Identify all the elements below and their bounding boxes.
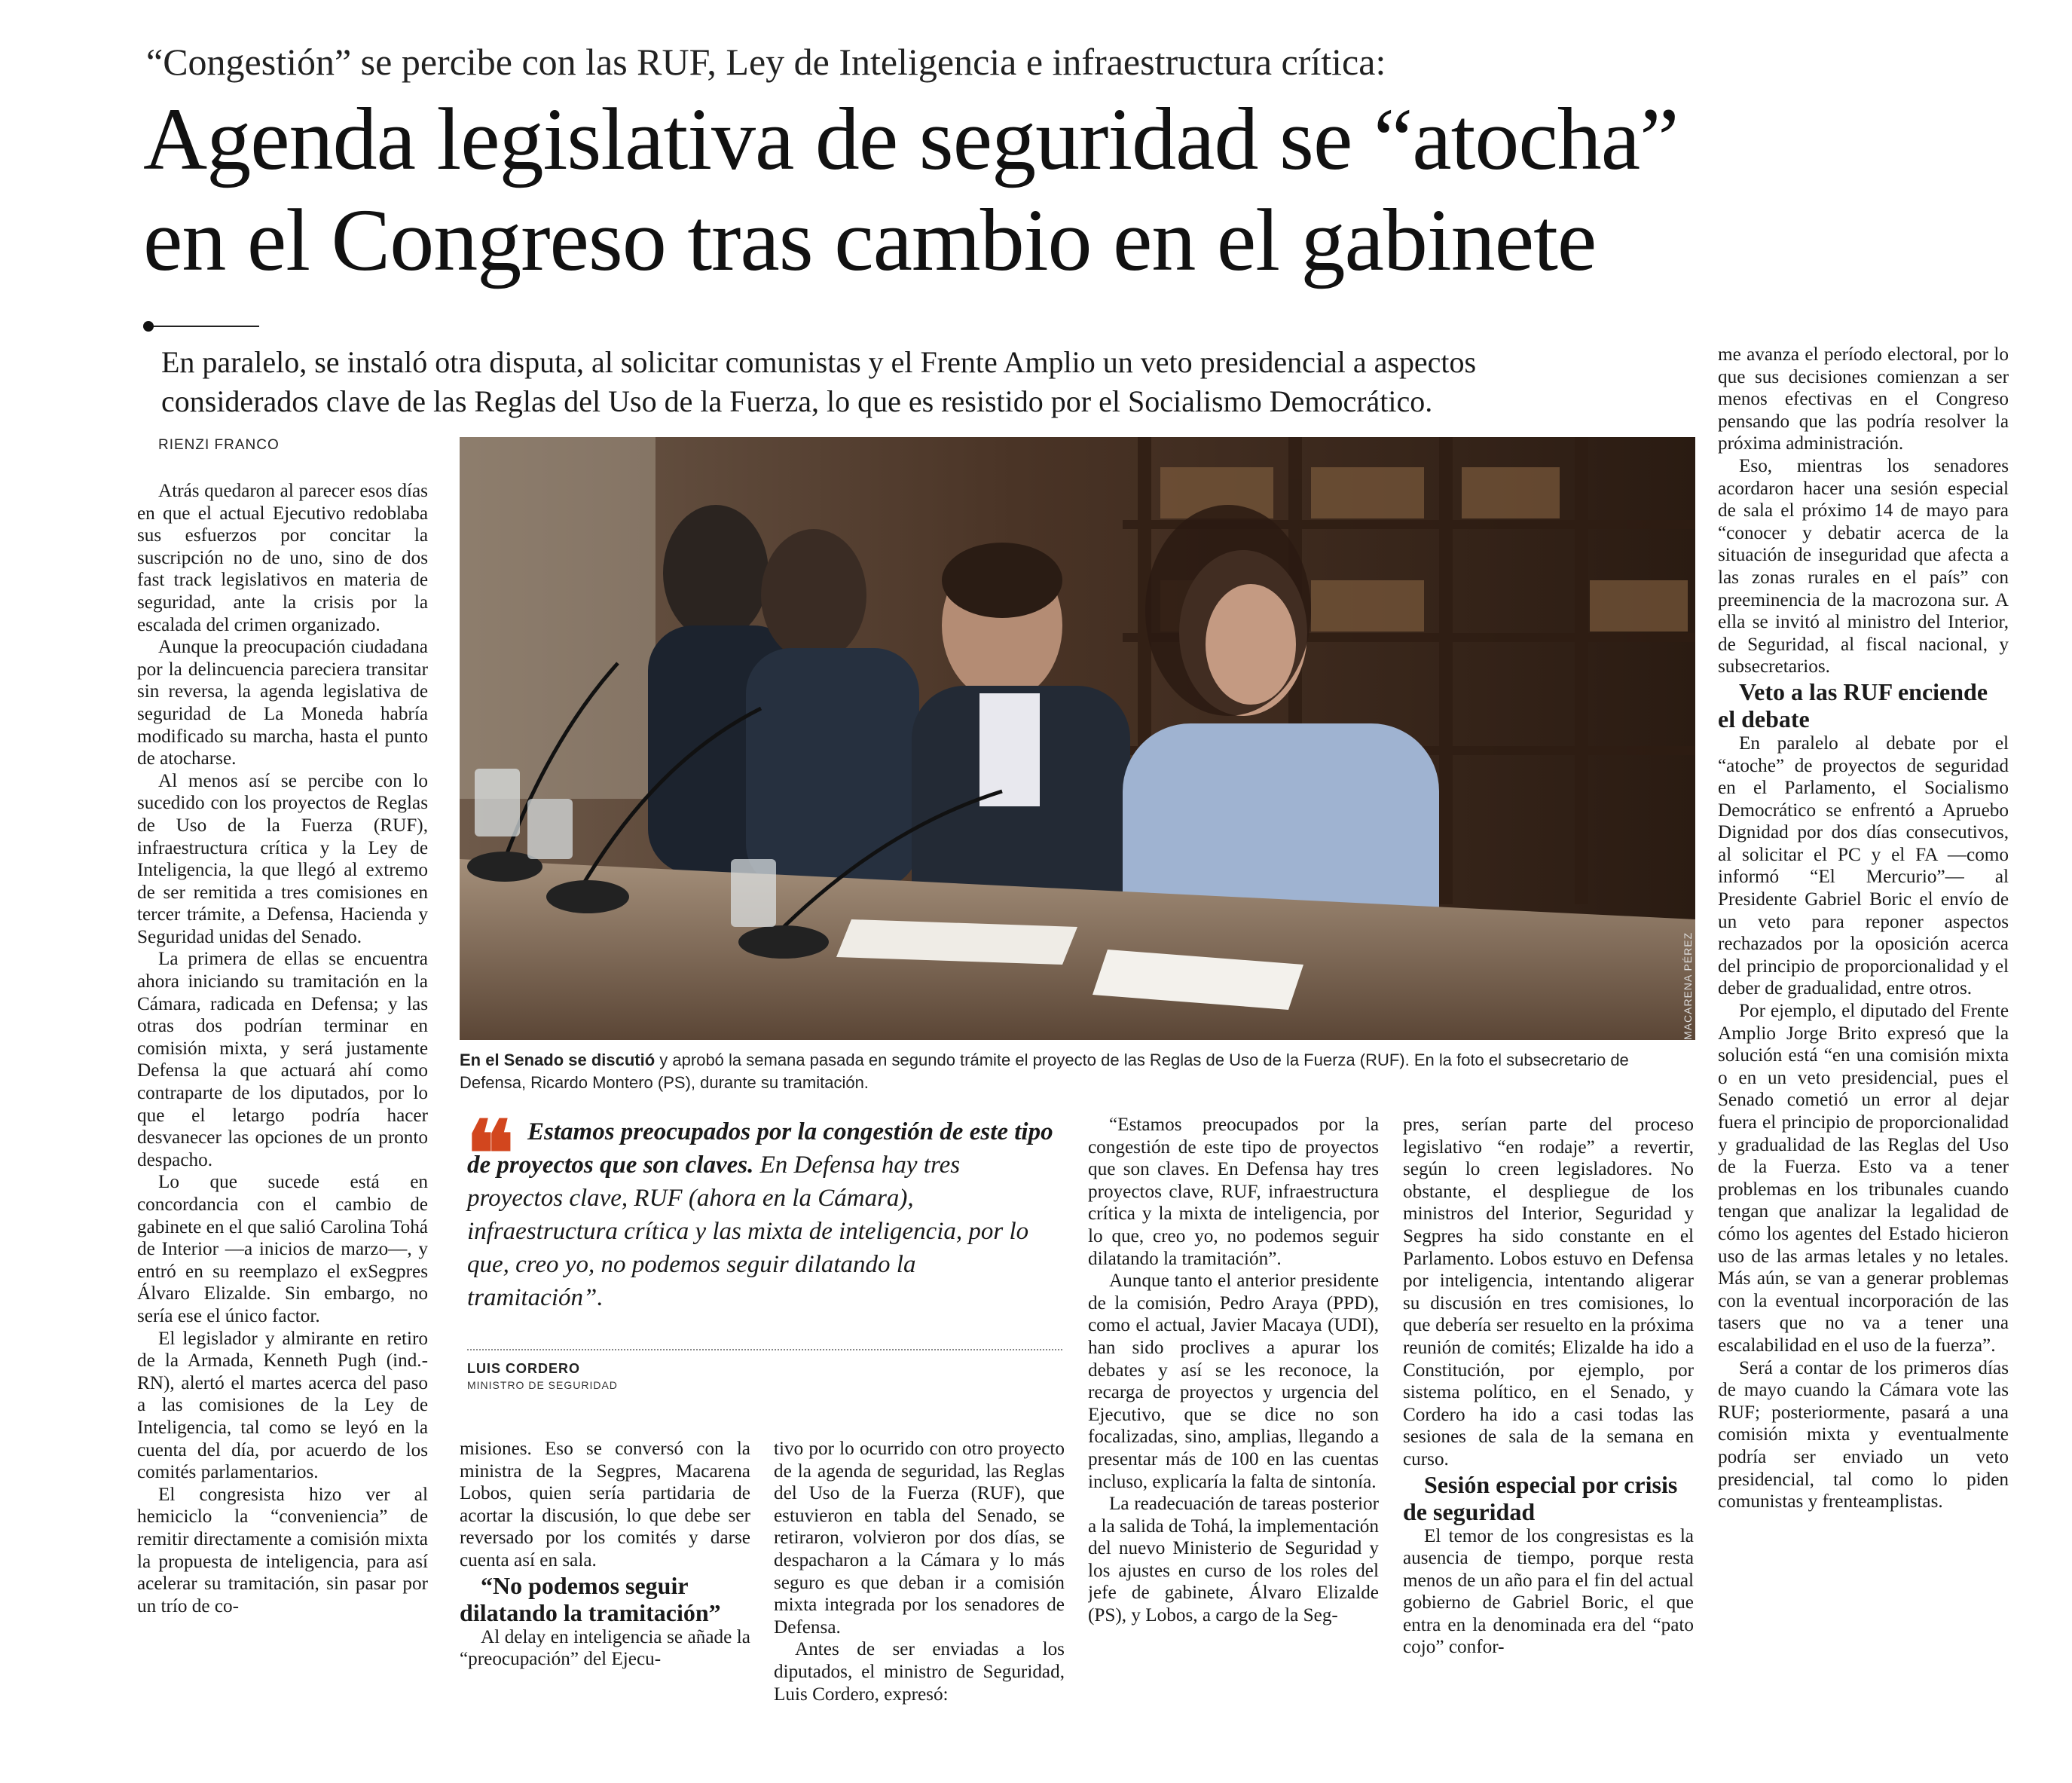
- quote-text: [466, 1105, 1055, 1314]
- paragraph: Eso, mientras los senadores acordaron hacer una sesión especial de sala el próximo 14 de mayo para “conocer y debatir acerca de la situación de inseguridad que afecta a las zonas rurales en el país” con preeminencia de la macrozona sur. A ella se invitó al ministro del Interior, de Seguridad, al fiscal nacional, y subsecretarios.: [1718, 455, 2009, 677]
- paragraph: Al delay en inteligencia se añade la “preocupación” del Ejecu-: [460, 1626, 750, 1670]
- paragraph: Será a contar de los primeros días de mayo cuando la Cámara vote las RUF; posteriormente, pasará a una comisión mixta y eventualmente podría ser enviado un veto presidencial, tal como lo piden comunistas y frenteamplistas.: [1718, 1357, 2009, 1512]
- headline-line-1: Agenda legislativa de seguridad se “atocha”: [143, 90, 1679, 188]
- paragraph: Aunque tanto el anterior presidente de la comisión, Pedro Araya (PPD), como el actual, Javier Macaya (UDI), han sido proclives a apurar los debates y así se les reconoce, la recarga de proyectos y urgencia del Ejecutivo, que se dice no son focalizadas, sino, amplias, llegando a presentar más de 100 en las cuentas incluso, explicaría la falta de sintonía.: [1088, 1271, 1379, 1492]
- paragraph: El congresista hizo ver al hemiciclo la “conveniencia” de remitir directamente a comisión mixta la propuesta de inteligencia, para así acelerar su tramitación, sin pasar por un trío de co-: [137, 1484, 428, 1616]
- paragraph: La primera de ellas se encuentra ahora iniciando su tramitación en la Cámara, radicada en Defensa; y las otras dos podrían terminar en comisión mixta, y será justamente Defensa la que actuará ahí como contraparte de los diputados, por lo que el letargo podría hacer desvanecer las opciones de un pronto despacho.: [137, 949, 428, 1170]
- paragraph: El temor de los congresistas es la ausencia de tiempo, porque resta menos de un año para el fin del actual gobierno de Gabriel Boric, el que entra en la denominada era del “pato cojo” confor-: [1403, 1525, 1694, 1658]
- paragraph: Por ejemplo, el diputado del Frente Amplio Jorge Brito expresó que la solución está “en una comisión mixta o en un veto presidencial, pues el Senado cometió un error al dejar fuera el principio de proporcionalidad y gradualidad de las Reglas del Uso de la Fuerza. Esto va a tener problemas en los tribunales cuando tengan que analizar la legalidad de cómo los agentes del Estado hicieron uso de las armas letales y no letales. Más aún, se van a generar problemas con la eventual incorporación de las tasers que no va a tener una escalabilidad en el uso de la fuerza”.: [1718, 1001, 2009, 1356]
- section-subhead: Sesión especial por crisis de seguridad: [1403, 1470, 1678, 1525]
- paragraph: Aunque la preocupación ciudadana por la delincuencia pareciera transitar sin reversa, la agenda legislativa de seguridad de La Moneda habría modificado su marcha, hasta el punto de atocharse.: [137, 637, 428, 769]
- paragraph: La readecuación de tareas posterior a la salida de Tohá, la implementación del nuevo Ministerio de Seguridad y los ajustes en curso de los roles del jefe de gabinete, Álvaro Elizalde (PS), y Lobos, a cargo de la Seg-: [1088, 1494, 1379, 1626]
- deck-rule: [146, 326, 259, 327]
- paragraph: Atrás quedaron al parecer esos días en que el actual Ejecutivo redoblaba sus esfuerzos por concitar la suscripción no de uno, sino de dos fast track legislativos en materia de seguridad, ante la crisis por la escalada del crimen organizado.: [137, 481, 428, 635]
- paragraph: “Estamos preocupados por la congestión de este tipo de proyectos que son claves. En Defensa hay tres proyectos clave, RUF, infraestructura crítica y la mixta de inteligencia, por lo que, creo yo, no podemos seguir dilatando la tramitación”.: [1088, 1115, 1379, 1269]
- headline-line-2: en el Congreso tras cambio en el gabinete: [143, 191, 1597, 289]
- paragraph: me avanza el período electoral, por lo que sus decisiones comienzan a ser menos efectivas en el Congreso pensando que las podría resolver la próxima administración.: [1718, 344, 2009, 454]
- deck: [161, 343, 1698, 421]
- paragraph: Antes de ser enviadas a los diputados, el ministro de Seguridad, Luis Cordero, expresó:: [774, 1639, 1065, 1705]
- quote-mark-icon: ❝: [466, 1105, 515, 1205]
- paragraph: El legislador y almirante en retiro de la Armada, Kenneth Pugh (ind.-RN), alertó el martes acerca del paso a las comisiones de la Ley de Inteligencia, tal como se leyó en la cuenta del día, por acuerdo de los comités parlamentarios.: [137, 1328, 428, 1483]
- caption-lead: En el Senado se discutió: [460, 1051, 656, 1069]
- paragraph: pres, serían parte del proceso legislativo “en rodaje” a revertir, según lo creen legisladores. No obstante, el despliegue de los ministros del Interior, Seguridad y Segpres ha sido constante en el Parlamento. Lobos estuvo en Defensa por inteligencia, intentando aligerar su discusión en tres comisiones, lo que debería ser resuelto en la próxima reunión de comités; Elizalde ha ido a Constitución, por ejemplo, por sistema político, en el Senado, y Cordero ha ido a casi todas las sesiones de sala de la semana en curso.: [1403, 1115, 1694, 1470]
- deck-line-2: considerados clave de las Reglas del Uso de la Fuerza, lo que es resistido por el Socialismo Democrático.: [161, 384, 1433, 418]
- deck-line-1: En paralelo, se instaló otra disputa, al solicitar comunistas y el Frente Amplio un veto presidencial a aspectos: [161, 345, 1477, 379]
- photo-caption: [460, 1049, 1695, 1094]
- article-column-1: [137, 480, 428, 1754]
- quote-author-role: MINISTRO DE SEGURIDAD: [467, 1379, 618, 1391]
- section-subhead: Veto a las RUF enciende el debate: [1718, 677, 1988, 732]
- paragraph: Lo que sucede está en concordancia con el cambio de gabinete en el que salió Carolina Tohá de Interior —a inicios de marzo—, y entró en su reemplazo el exSegpres Álvaro Elizalde. Sin embargo, no sería ese el único factor.: [137, 1172, 428, 1326]
- article-column-2: [460, 1438, 750, 1754]
- paragraph: misiones. Eso se conversó con la ministra de la Segpres, Macarena Lobos, quien sería partidaria de acortar la discusión, lo que debe ser reversado por los comités y darse cuenta así en sala.: [460, 1439, 750, 1570]
- article-column-4: [1088, 1114, 1379, 1754]
- quote-text-rest: En Defensa hay tres proyectos clave, RUF (ahora en la Cámara), infraestructura crítica y las mixta de inteligencia, por lo que, creo yo, no podemos seguir dilatando la tramitación”.: [467, 1151, 1029, 1311]
- quote-divider: [467, 1349, 1062, 1350]
- news-photo: [460, 437, 1695, 1040]
- quote-text-bold: Estamos preocupados por la congestión de este tipo de proyectos que son claves.: [467, 1118, 1053, 1179]
- article-column-5: [1403, 1114, 1694, 1754]
- article-column-6: [1718, 344, 2009, 1754]
- headline: [143, 89, 2042, 291]
- deck-bullet: [143, 321, 154, 332]
- paragraph: Al menos así se percibe con lo sucedido con los proyectos de Reglas de Uso de la Fuerza (RUF), infraestructura crítica y la Ley de Inteligencia, la que llegó al extremo de ser remitida a tres comisiones en tercer trámite, a Defensa, Hacienda y Seguridad unidas del Senado.: [137, 770, 428, 947]
- caption-text: y aprobó la semana pasada en segundo trámite el proyecto de las Reglas de Uso de la Fuerza (RUF). En la foto el subsecretario de Defensa, Ricardo Montero (PS), durante su tramitación.: [460, 1051, 1629, 1092]
- quote-author: LUIS CORDERO: [467, 1361, 581, 1376]
- byline: RIENZI FRANCO: [158, 437, 280, 453]
- section-subhead: “No podemos seguir dilatando la tramitación”: [460, 1571, 721, 1626]
- paragraph: En paralelo al debate por el “atoche” de proyectos de seguridad en el Parlamento, el Socialismo Democrático se enfrentó a Apruebo Dignidad por dos días consecutivos, al solicitar el PC y el FA —como informó “El Mercurio”— al Presidente Gabriel Boric el envío de un veto para reponer aspectos rechazados por la oposición acerca del principio de proporcionalidad y el deber de gradualidad, entre otros.: [1718, 732, 2009, 999]
- kicker: “Congestión” se percibe con las RUF, Ley de Inteligencia e infraestructura crítica:: [146, 41, 1386, 83]
- paragraph: tivo por lo ocurrido con otro proyecto de la agenda de seguridad, las Reglas del Uso de la Fuerza (RUF), que estuvieron en tabla del Senado, se retiraron, volvieron por dos días, se despacharon a la Cámara y lo más seguro es que deban ir a comisión mixta integrada por los senadores de Defensa.: [774, 1439, 1065, 1638]
- photo-credit: MACARENA PÉREZ: [1682, 931, 1694, 1040]
- photo-illustration: [460, 437, 1695, 1040]
- article-column-3: [774, 1438, 1065, 1754]
